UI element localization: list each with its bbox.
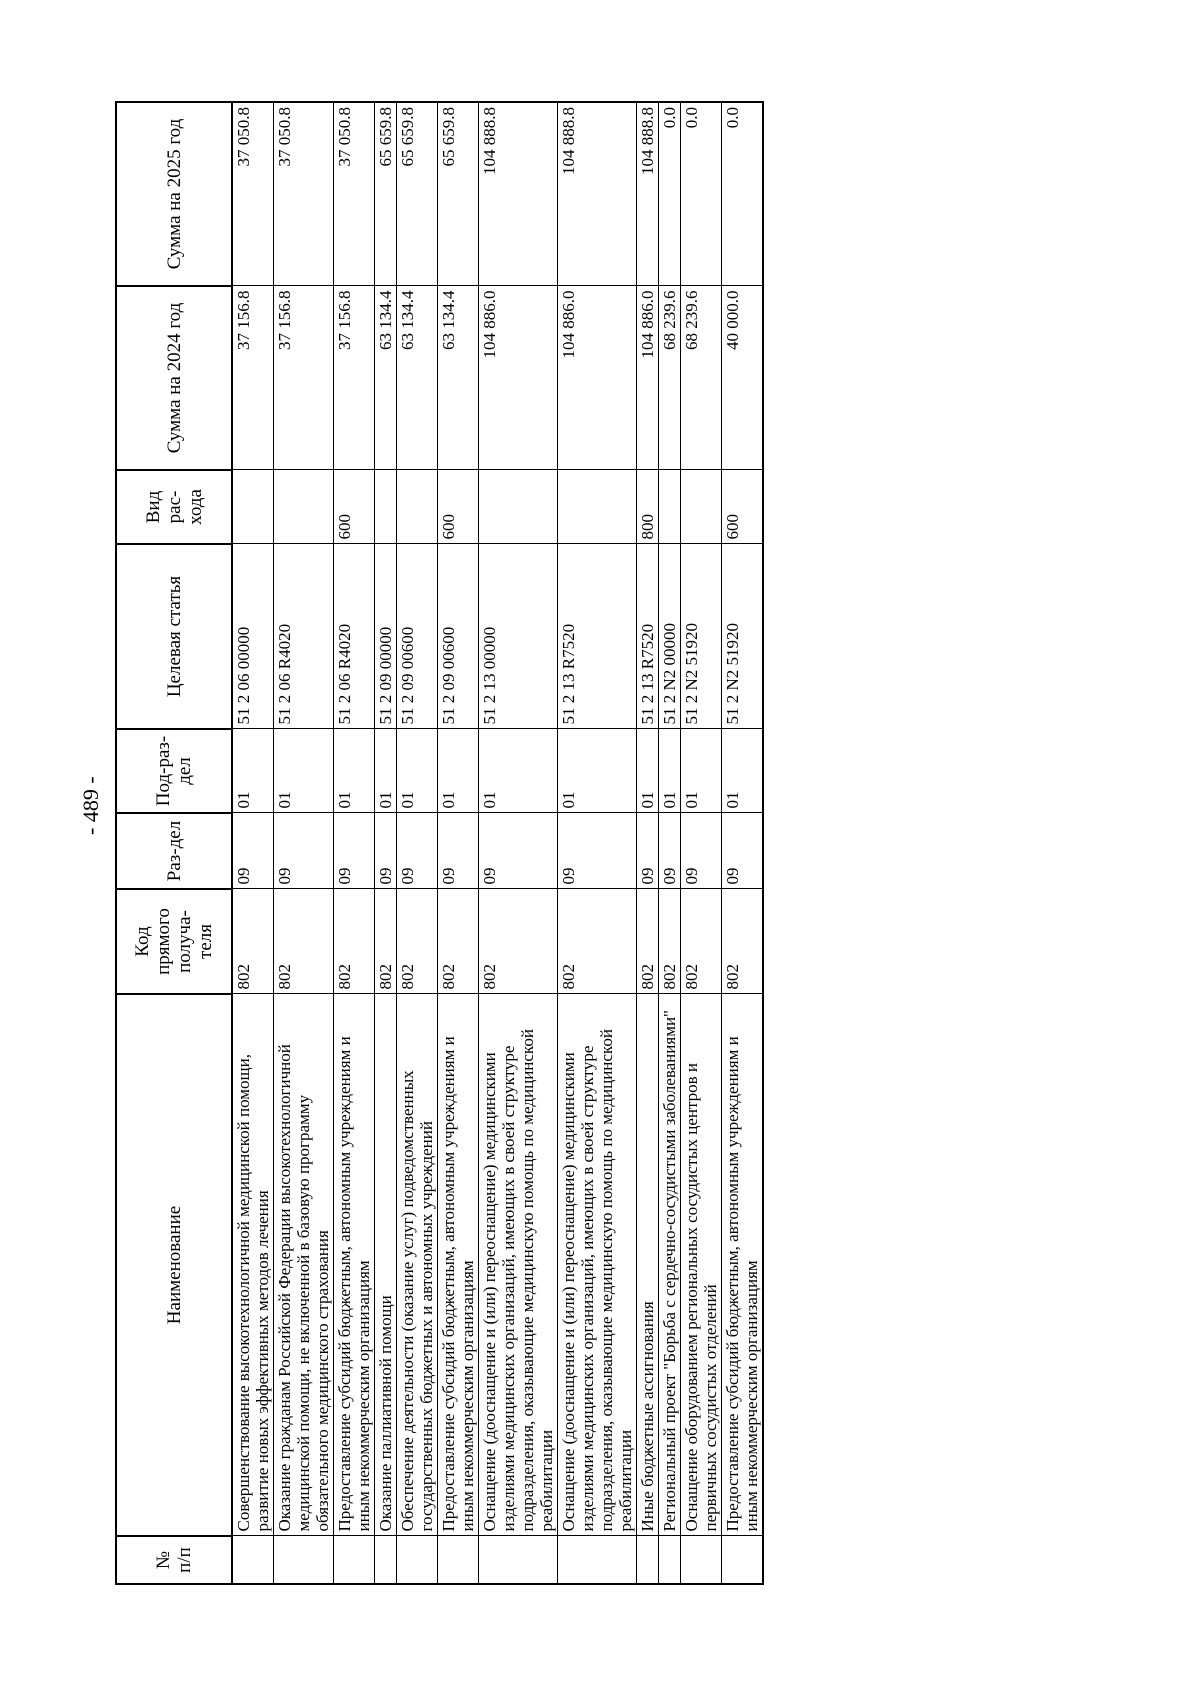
cell-num [681,1536,722,1584]
cell-sum-2024: 37 156.8 [334,286,375,470]
cell-name: Иные бюджетные ассигнования [637,994,659,1536]
cell-target-article: 51 2 09 00600 [438,544,479,729]
cell-recipient-code: 802 [659,889,681,994]
cell-sum-2024: 37 156.8 [274,286,334,470]
cell-section: 09 [659,813,681,889]
cell-target-article: 51 2 09 00000 [375,544,397,729]
cell-section: 09 [397,813,438,889]
cell-subsection: 01 [722,729,764,813]
cell-recipient-code: 802 [375,889,397,994]
cell-expense-type [479,470,558,544]
cell-sum-2024: 104 886.0 [558,286,637,470]
cell-subsection: 01 [659,729,681,813]
cell-num [558,1536,637,1584]
cell-subsection: 01 [438,729,479,813]
cell-expense-type: 600 [334,470,375,544]
header-expense-type: Вид рас-хода [116,470,232,544]
cell-section: 09 [274,813,334,889]
table-row [438,102,479,1584]
cell-target-article: 51 2 06 R4020 [274,544,334,729]
cell-sum-2024: 68 239.6 [681,286,722,470]
cell-sum-2025: 37 050.8 [334,102,375,286]
cell-sum-2025: 65 659.8 [397,102,438,286]
cell-recipient-code: 802 [274,889,334,994]
cell-target-article: 51 2 13 R7520 [558,544,637,729]
cell-recipient-code: 802 [637,889,659,994]
cell-num [274,1536,334,1584]
cell-name: Обеспечение деятельности (оказание услуг) подведомственных государственных бюджетных и автономных учреждений [397,994,438,1536]
cell-name: Предоставление субсидий бюджетным, автономным учреждениям и иным некоммерческим организациям [438,994,479,1536]
cell-subsection: 01 [681,729,722,813]
cell-recipient-code: 802 [438,889,479,994]
cell-sum-2024: 104 886.0 [637,286,659,470]
cell-expense-type: 800 [637,470,659,544]
cell-target-article: 51 2 13 R7520 [637,544,659,729]
cell-section: 09 [438,813,479,889]
cell-section: 09 [558,813,637,889]
cell-subsection: 01 [637,729,659,813]
cell-sum-2025: 37 050.8 [232,102,274,286]
header-section: Раз-дел [116,813,232,889]
cell-num [232,1536,274,1584]
table-row [659,102,681,1584]
cell-sum-2025: 0.0 [659,102,681,286]
cell-name: Оснащение оборудованием региональных сосудистых центров и первичных сосудистых отделений [681,994,722,1536]
table-row [397,102,438,1584]
cell-sum-2024: 63 134.4 [397,286,438,470]
cell-recipient-code: 802 [722,889,764,994]
cell-target-article: 51 2 N2 51920 [722,544,764,729]
cell-num [659,1536,681,1584]
cell-section: 09 [375,813,397,889]
cell-section: 09 [637,813,659,889]
table-row [232,102,274,1584]
table-body [232,102,763,1584]
cell-num [637,1536,659,1584]
cell-expense-type [375,470,397,544]
cell-expense-type [274,470,334,544]
cell-name: Совершенствование высокотехнологичной медицинской помощи, развитие новых эффективных методов лечения [232,994,274,1536]
cell-expense-type: 600 [438,470,479,544]
cell-target-article: 51 2 N2 00000 [659,544,681,729]
cell-expense-type [681,470,722,544]
cell-expense-type [397,470,438,544]
cell-sum-2025: 65 659.8 [375,102,397,286]
cell-num [722,1536,764,1584]
cell-sum-2024: 68 239.6 [659,286,681,470]
cell-recipient-code: 802 [479,889,558,994]
cell-recipient-code: 802 [334,889,375,994]
cell-sum-2025: 0.0 [722,102,764,286]
header-sum-2024: Сумма на 2024 год [116,286,232,470]
cell-sum-2025: 104 888.8 [637,102,659,286]
cell-sum-2024: 63 134.4 [438,286,479,470]
cell-num [334,1536,375,1584]
table-row [722,102,764,1584]
header-recipient-code: Код прямого получа-теля [116,889,232,994]
cell-name: Региональный проект "Борьба с сердечно-сосудистыми заболеваниями" [659,994,681,1536]
cell-sum-2024: 40 000.0 [722,286,764,470]
page-number: - 489 - [78,776,103,835]
table-row [558,102,637,1584]
header-sum-2025: Сумма на 2025 год [116,102,232,286]
table-row [681,102,722,1584]
cell-num [397,1536,438,1584]
cell-name: Оснащение (дооснащение и (или) переоснащение) медицинскими изделиями медицинских организаций, имеющих в своей структуре подразделения, оказывающие медицинскую помощь по медицинской реабилитации [479,994,558,1536]
cell-section: 09 [232,813,274,889]
cell-num [438,1536,479,1584]
cell-name: Предоставление субсидий бюджетным, автономным учреждениям и иным некоммерческим организациям [334,994,375,1536]
cell-target-article: 51 2 13 00000 [479,544,558,729]
cell-target-article: 51 2 06 00000 [232,544,274,729]
cell-section: 09 [334,813,375,889]
cell-sum-2024: 37 156.8 [232,286,274,470]
cell-section: 09 [479,813,558,889]
table-row [334,102,375,1584]
cell-subsection: 01 [397,729,438,813]
cell-sum-2025: 0.0 [681,102,722,286]
cell-num [375,1536,397,1584]
cell-sum-2025: 37 050.8 [274,102,334,286]
cell-sum-2025: 65 659.8 [438,102,479,286]
table-row [479,102,558,1584]
cell-target-article: 51 2 09 00600 [397,544,438,729]
cell-recipient-code: 802 [681,889,722,994]
cell-subsection: 01 [274,729,334,813]
budget-table [115,101,764,1585]
table-header [116,102,232,1584]
cell-expense-type [558,470,637,544]
cell-subsection: 01 [334,729,375,813]
header-name: Наименование [116,994,232,1536]
budget-table-sheet [115,103,1065,1585]
cell-name: Оснащение (дооснащение и (или) переоснащение) медицинскими изделиями медицинских организаций, имеющих в своей структуре подразделения, оказывающие медицинскую помощь по медицинской реабилитации [558,994,637,1536]
table-row [274,102,334,1584]
cell-name: Оказание гражданам Российской Федерации высокотехнологичной медицинской помощи, не включенной в базовую программу обязательного медицинского страхования [274,994,334,1536]
cell-subsection: 01 [375,729,397,813]
cell-sum-2024: 104 886.0 [479,286,558,470]
cell-target-article: 51 2 06 R4020 [334,544,375,729]
cell-sum-2025: 104 888.8 [479,102,558,286]
cell-expense-type: 600 [722,470,764,544]
cell-num [479,1536,558,1584]
cell-name: Предоставление субсидий бюджетным, автономным учреждениям и иным некоммерческим организациям [722,994,764,1536]
cell-recipient-code: 802 [232,889,274,994]
cell-sum-2025: 104 888.8 [558,102,637,286]
cell-subsection: 01 [232,729,274,813]
cell-target-article: 51 2 N2 51920 [681,544,722,729]
cell-expense-type [232,470,274,544]
cell-recipient-code: 802 [558,889,637,994]
cell-sum-2024: 63 134.4 [375,286,397,470]
table-row [375,102,397,1584]
cell-subsection: 01 [558,729,637,813]
cell-recipient-code: 802 [397,889,438,994]
header-target-article: Целевая статья [116,544,232,729]
table-row [637,102,659,1584]
header-subsection: Под-раз-дел [116,729,232,813]
cell-expense-type [659,470,681,544]
cell-name: Оказание паллиативной помощи [375,994,397,1536]
header-num: № п/п [116,1536,232,1584]
cell-subsection: 01 [479,729,558,813]
cell-section: 09 [722,813,764,889]
cell-section: 09 [681,813,722,889]
